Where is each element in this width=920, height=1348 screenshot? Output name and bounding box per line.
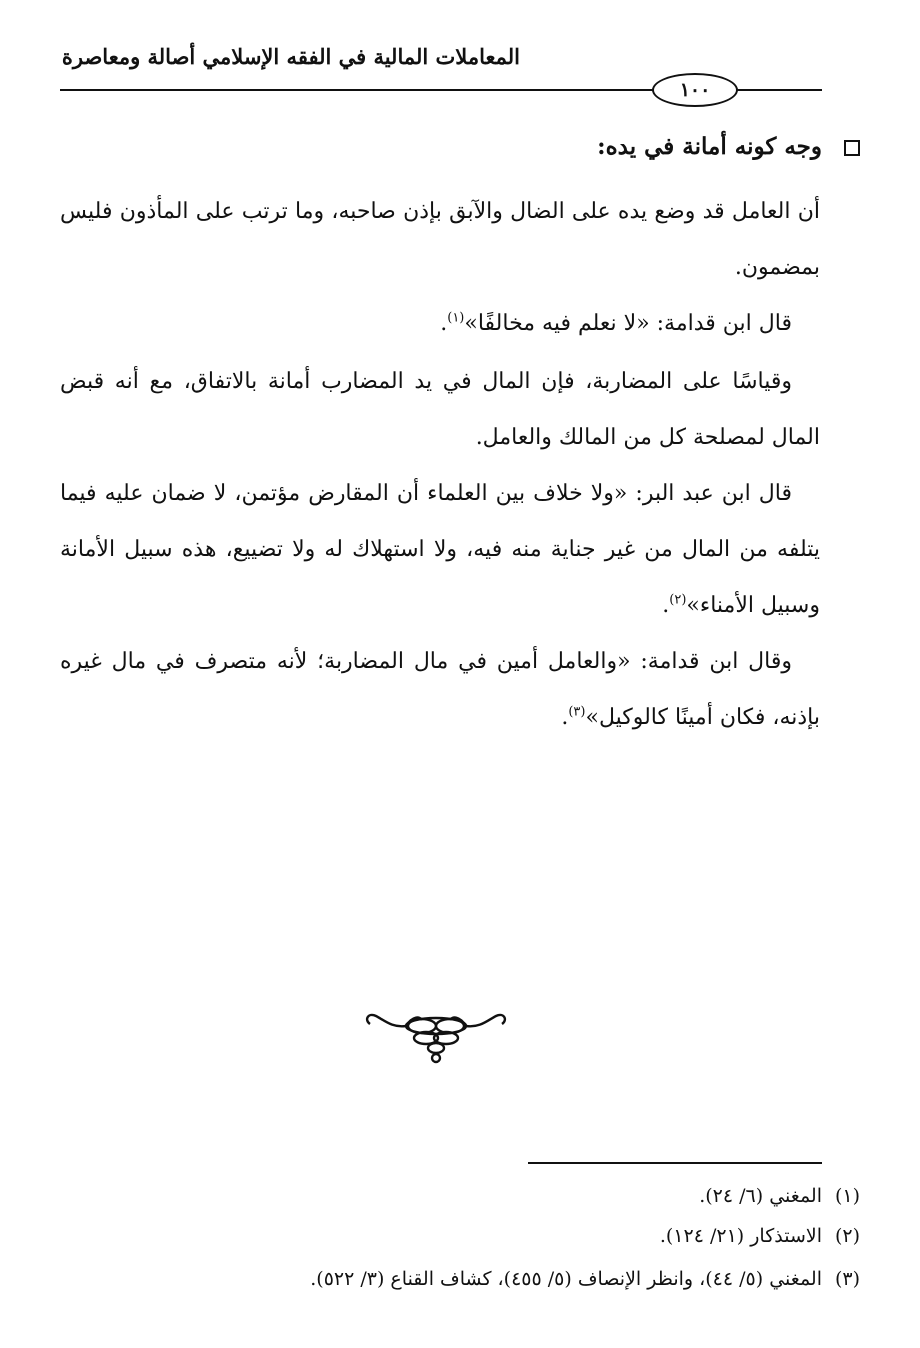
page-number-badge: [652, 73, 738, 107]
footnote-ref[interactable]: (٢): [669, 592, 687, 608]
footnote-ref[interactable]: (١): [447, 310, 465, 326]
paragraph: أن العامل قد وضع يده على الضال والآبق بإذن صاحبه، وما ترتب على المأذون فليس بمضمون.: [60, 199, 820, 280]
section-heading: وجه كونه أمانة في يده:: [597, 133, 822, 160]
paragraph: قال ابن عبد البر: «ولا خلاف بين العلماء أن المقارض مؤتمن، لا ضمان عليه فيما يتلفه من المال من غير جناية منه فيه، ولا استهلاك له ولا تضييع، هذه سبيل الأمانة وسبيل الأمناء»$^{(٢)}$.: [60, 481, 820, 618]
paragraph: وقياسًا على المضاربة، فإن المال في يد المضارب أمانة بالاتفاق، مع أنه قبض المال لمصلحة كل من المالك والعامل.: [60, 369, 820, 450]
footnote: المغني (٦/ ٢٤).: [699, 1185, 822, 1207]
footnote-ref[interactable]: (٣): [568, 704, 586, 720]
page-number: ١٠٠: [679, 79, 711, 101]
footnote-number: (٣): [834, 1268, 860, 1290]
square-bullet-icon: [844, 140, 860, 156]
footnote-separator: [528, 1162, 822, 1164]
footnote-number: (٢): [834, 1225, 860, 1247]
running-header-title: المعاملات المالية في الفقه الإسلامي أصالة ومعاصرة: [61, 44, 520, 69]
paragraph: قال ابن قدامة: «لا نعلم فيه مخالفًا»$^{(١)}$.: [440, 310, 792, 336]
footnote: المغني (٥/ ٤٤)، وانظر الإنصاف (٥/ ٤٥٥)، كشاف القناع (٣/ ٥٢٢).: [310, 1268, 822, 1290]
floral-divider-icon: [362, 1006, 510, 1066]
paragraph: وقال ابن قدامة: «والعامل أمين في مال المضاربة؛ لأنه متصرف في مال غيره بإذنه، فكان أمينًا كالوكيل»$^{(٣)}$.: [60, 649, 820, 730]
footnote-number: (١): [834, 1185, 860, 1207]
footnote: الاستذكار (٢١/ ١٢٤).: [659, 1225, 822, 1247]
